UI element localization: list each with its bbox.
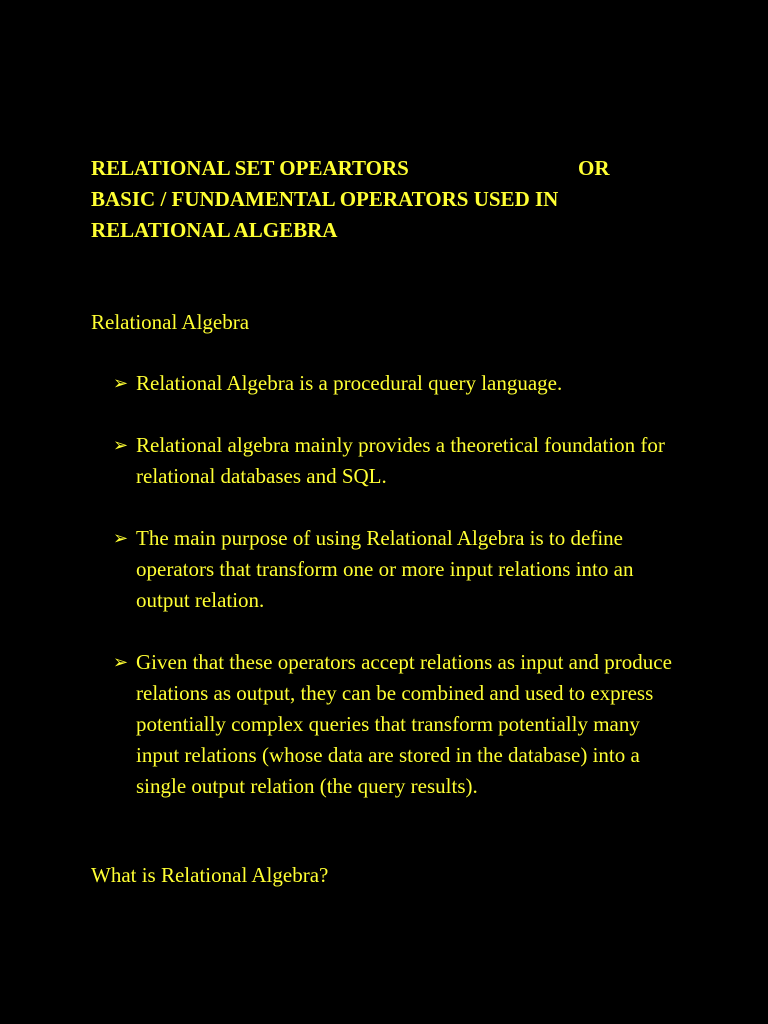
- title-line-2: BASIC / FUNDAMENTAL OPERATORS USED IN: [91, 187, 559, 211]
- bullet-text: Relational algebra mainly provides a theoretical foundation for relational databases and SQL.: [136, 433, 665, 488]
- arrow-bullet-icon: ➢: [113, 373, 129, 393]
- bullet-list: [113, 368, 683, 833]
- title-line-1: [91, 153, 631, 184]
- bullet-text: Given that these operators accept relations as input and produce relations as output, they can be combined and used to express potentially complex queries that transform potentially many input relations (whose data are stored in the database) into a single output relation (the query results).: [136, 650, 672, 798]
- title-line-3: RELATIONAL ALGEBRA: [91, 218, 338, 242]
- arrow-bullet-icon: ➢: [113, 528, 129, 548]
- section-heading: Relational Algebra: [91, 310, 250, 334]
- arrow-bullet-icon: ➢: [113, 652, 129, 672]
- closing-heading: What is Relational Algebra?: [91, 863, 329, 887]
- bullet-item: [113, 368, 683, 399]
- title-or-text: OR: [578, 156, 610, 180]
- document-title: [91, 153, 631, 246]
- title-line-1-text: RELATIONAL SET OPEARTORS: [91, 156, 409, 180]
- bullet-text: Relational Algebra is a procedural query language.: [136, 371, 563, 395]
- bullet-item: [113, 647, 683, 802]
- arrow-bullet-icon: ➢: [113, 435, 129, 455]
- bullet-text: The main purpose of using Relational Algebra is to define operators that transform one or more input relations into an output relation.: [136, 526, 634, 612]
- bullet-item: [113, 523, 683, 616]
- bullet-item: [113, 430, 683, 492]
